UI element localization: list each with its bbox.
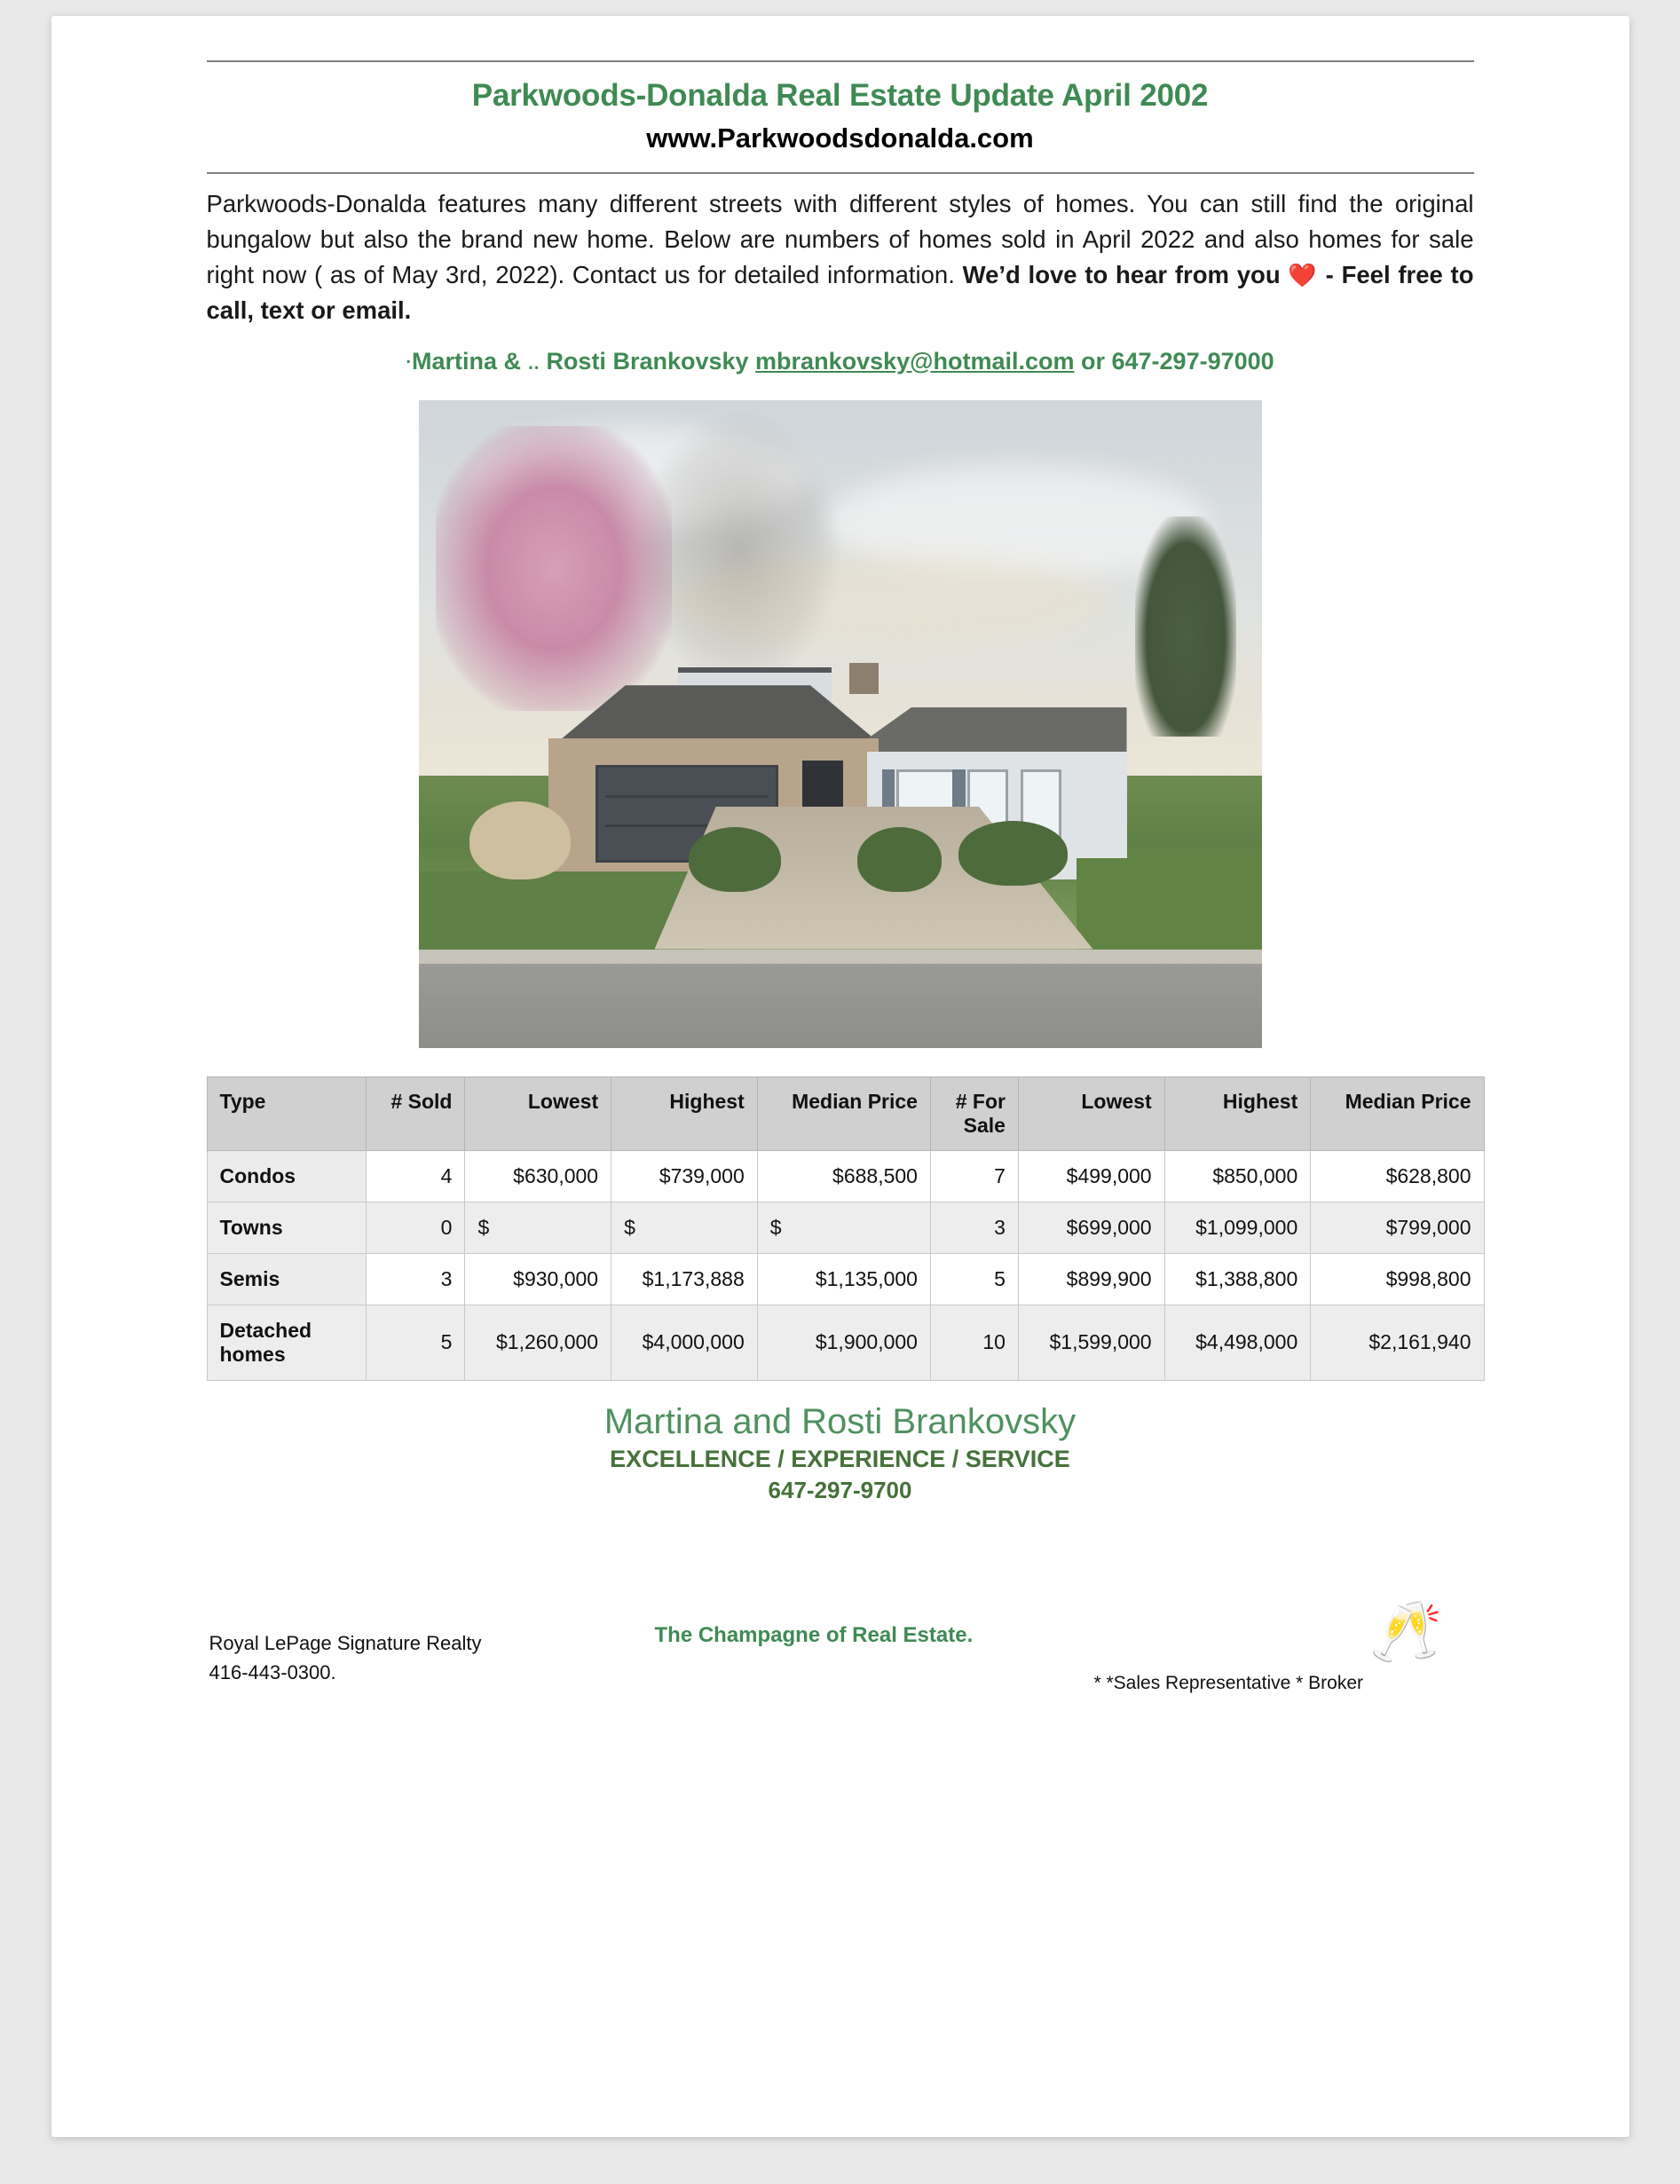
shrub-shape <box>958 821 1069 886</box>
page-content <box>51 16 1629 1504</box>
intro-text: Parkwoods-Donalda features many different streets with different styles of homes. You can still find the original bungalow but also the brand new home. Below are numbers of homes sold in April 2022 and also homes for sale right now ( as of May 3rd, 2022). Contact us for detailed information. <box>206 190 1474 288</box>
contact-names-2: Rosti Brankovsky <box>546 347 749 375</box>
table-header <box>207 1076 1484 1150</box>
table-row <box>207 1150 1484 1202</box>
signature-tagline: EXCELLENCE / EXPERIENCE / SERVICE <box>610 1445 1070 1472</box>
cell-sold: 0 <box>366 1202 465 1253</box>
cell-forsale: 7 <box>930 1150 1018 1202</box>
champagne-glasses-icon: 🥂 <box>1369 1597 1443 1664</box>
cell-sold-lowest: $930,000 <box>465 1253 611 1305</box>
cell-sold: 3 <box>366 1253 465 1305</box>
cell-fs-median: $799,000 <box>1311 1202 1484 1253</box>
row-type: Semis <box>207 1253 366 1305</box>
col-sold-highest: Highest <box>611 1076 758 1150</box>
page-footer <box>51 1597 1629 1735</box>
cell-sold-lowest: $ <box>465 1202 611 1253</box>
cell-fs-lowest: $699,000 <box>1018 1202 1164 1253</box>
cell-sold-highest: $ <box>611 1202 758 1253</box>
cell-sold-lowest: $1,260,000 <box>465 1305 611 1380</box>
website-subtitle[interactable]: www.Parkwoodsdonalda.com <box>646 122 1034 154</box>
conifer-tree <box>1135 516 1236 737</box>
cell-fs-highest: $1,388,800 <box>1164 1253 1311 1305</box>
property-photo-image <box>419 400 1262 1048</box>
cell-fs-highest: $4,498,000 <box>1164 1305 1311 1380</box>
cell-fs-median: $628,800 <box>1311 1150 1484 1202</box>
cell-sold-median: $1,900,000 <box>757 1305 930 1380</box>
cell-sold-highest: $4,000,000 <box>611 1305 758 1380</box>
col-sold-lowest: Lowest <box>465 1076 611 1150</box>
cell-sold-lowest: $630,000 <box>465 1150 611 1202</box>
shrub-shape <box>689 827 782 892</box>
front-lawn-right <box>1077 858 1262 949</box>
col-forsale-lowest: Lowest <box>1018 1076 1164 1150</box>
cell-sold-median: $688,500 <box>757 1150 930 1202</box>
table-row <box>207 1202 1484 1253</box>
footer-slogan: The Champagne of Real Estate. <box>654 1622 974 1647</box>
cell-sold: 5 <box>366 1305 465 1380</box>
row-type: Towns <box>207 1202 366 1253</box>
intro-paragraph <box>207 186 1474 328</box>
table-header-row <box>207 1076 1484 1150</box>
brokerage-phone: 416-443-0300. <box>209 1660 336 1683</box>
col-forsale-median: Median Price <box>1311 1076 1484 1150</box>
cell-fs-lowest: $499,000 <box>1018 1150 1164 1202</box>
heart-icon: ❤️ <box>1288 261 1318 288</box>
bare-tree <box>638 413 840 685</box>
cell-fs-median: $2,161,940 <box>1311 1305 1484 1380</box>
cell-sold-median: $1,135,000 <box>757 1253 930 1305</box>
intro-bold-1: We’d love to hear from you <box>962 260 1289 288</box>
header-bottom-rule <box>207 172 1474 174</box>
col-forsale-highest: Highest <box>1164 1076 1311 1150</box>
cell-fs-lowest: $899,900 <box>1018 1253 1164 1305</box>
chimney-shape <box>849 663 879 694</box>
property-photo <box>419 400 1262 1048</box>
intro-bold-2: - Feel free to call, text or email. <box>206 260 1474 324</box>
row-type: Condos <box>207 1150 366 1202</box>
contact-phone: 647-297-97000 <box>1111 347 1274 375</box>
table-body <box>207 1150 1484 1380</box>
shrub-shape <box>857 827 942 892</box>
roof-right-shape <box>843 707 1126 756</box>
market-stats-table <box>207 1076 1485 1381</box>
contact-or: or <box>1074 347 1112 375</box>
signature-name: Martina and Rosti Brankovsky <box>603 1401 1077 1441</box>
brokerage-name: Royal LePage Signature Realty <box>209 1631 482 1654</box>
col-sold-count: # Sold <box>366 1076 465 1150</box>
col-type: Type <box>207 1076 366 1150</box>
signature-phone: 647-297-9700 <box>768 1476 912 1503</box>
table-row <box>207 1305 1484 1380</box>
flyer-page <box>51 16 1629 2137</box>
cell-sold-highest: $1,173,888 <box>611 1253 758 1305</box>
cell-forsale: 5 <box>930 1253 1018 1305</box>
cell-fs-highest: $1,099,000 <box>1164 1202 1311 1253</box>
curb-shape <box>419 950 1262 964</box>
contact-names-1: Martina & <box>411 347 522 375</box>
brokerage-info <box>209 1628 482 1687</box>
table-row <box>207 1253 1484 1305</box>
designations-note: * *Sales Representative * Broker <box>1093 1672 1363 1693</box>
col-forsale-count: # For Sale <box>930 1076 1018 1150</box>
bullet-icon-2: ․․ <box>527 352 540 373</box>
cell-fs-median: $998,800 <box>1311 1253 1484 1305</box>
cell-sold-highest: $739,000 <box>611 1150 758 1202</box>
cell-sold: 4 <box>366 1150 465 1202</box>
cell-forsale: 10 <box>930 1305 1018 1380</box>
col-sold-median: Median Price <box>757 1076 930 1150</box>
row-type: Detached homes <box>207 1305 366 1380</box>
cell-sold-median: $ <box>757 1202 930 1253</box>
shrub-shape <box>469 801 571 879</box>
cell-forsale: 3 <box>930 1202 1018 1253</box>
bullet-icon-1: · <box>406 351 412 372</box>
email-link[interactable]: mbrankovsky@hotmail.com <box>755 347 1075 375</box>
page-title: Parkwoods-Donalda Real Estate Update April 2002 <box>471 78 1209 113</box>
road-shape <box>419 964 1262 1048</box>
cell-fs-lowest: $1,599,000 <box>1018 1305 1164 1380</box>
contact-line <box>207 348 1474 375</box>
cell-fs-highest: $850,000 <box>1164 1150 1311 1202</box>
